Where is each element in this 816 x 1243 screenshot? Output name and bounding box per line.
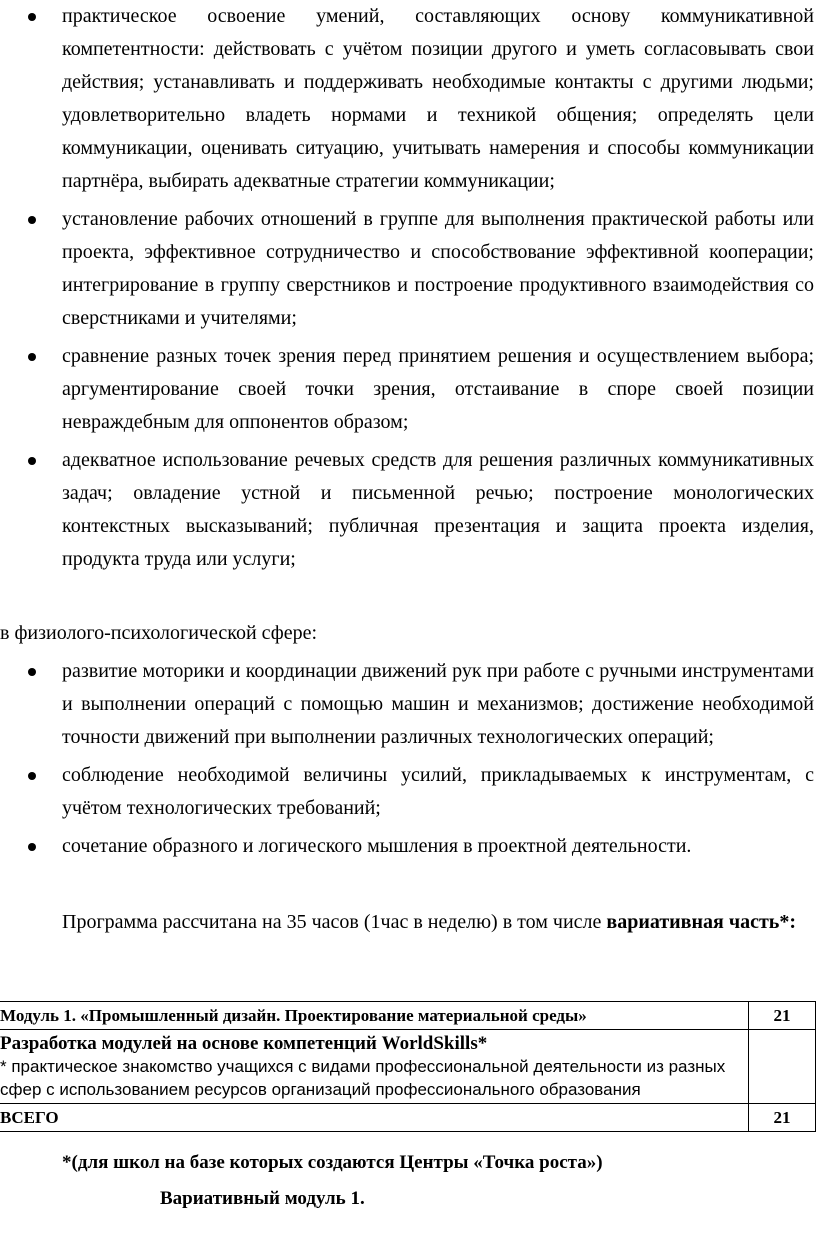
empty-hours-cell bbox=[749, 1030, 816, 1104]
list-item-text: развитие моторики и координации движений рук при работе с ручными инструментами и выполнении операций с помощью машин и механизмов; достижение необходимой точности движений при выполнении различных технологических операций; bbox=[62, 660, 814, 748]
list-item-text: сочетание образного и логического мышления в проектной деятельности. bbox=[62, 835, 692, 857]
table-row bbox=[0, 1002, 816, 1030]
total-label-cell: ВСЕГО bbox=[0, 1104, 749, 1132]
program-bold-text: вариативная часть*: bbox=[606, 911, 797, 933]
list-item bbox=[0, 655, 816, 754]
table-row bbox=[0, 1030, 816, 1104]
list-item bbox=[0, 759, 816, 825]
worldskills-title: Разработка модулей на основе компетенций WorldSkills* bbox=[0, 1033, 488, 1054]
bullet-list-physiological bbox=[0, 655, 816, 863]
worldskills-note: * практическое знакомство учащихся с видами профессиональной деятельности из разных сфер с использованием ресурсов организаций профессионального образования bbox=[0, 1057, 726, 1099]
bullet-icon bbox=[28, 13, 36, 21]
list-item-text: установление рабочих отношений в группе для выполнения практической работы или проекта, эффективное сотрудничество и способствование эффективной кооперации; интегрирование в группу сверстников и построение продуктивного взаимодействия со сверстниками и учителями; bbox=[62, 208, 814, 329]
bullet-list-communicative bbox=[0, 0, 816, 576]
list-item bbox=[0, 0, 816, 198]
list-item bbox=[0, 203, 816, 335]
table-row bbox=[0, 1104, 816, 1132]
bullet-icon bbox=[28, 353, 36, 361]
list-item-text: соблюдение необходимой величины усилий, прикладываемых к инструментам, с учётом технологических требований; bbox=[62, 764, 814, 819]
bullet-icon bbox=[28, 772, 36, 780]
footnote: *(для школ на базе которых создаются Центры «Точка роста») bbox=[62, 1152, 603, 1173]
list-item bbox=[0, 340, 816, 439]
list-item bbox=[0, 830, 816, 863]
sphere-heading: в физиолого-психологической сфере: bbox=[0, 622, 318, 644]
bullet-icon bbox=[28, 668, 36, 676]
total-hours-cell: 21 bbox=[749, 1104, 816, 1132]
modules-table bbox=[0, 1001, 816, 1132]
list-item-text: адекватное использование речевых средств для решения различных коммуникативных задач; овладение устной и письменной речью; построение монологических контекстных высказываний; публичная презентация и защита проекта изделия, продукта труда или услуги; bbox=[62, 449, 814, 570]
list-item-text: сравнение разных точек зрения перед принятием решения и осуществлением выбора; аргументирование своей точки зрения, отстаивание в споре своей позиции невраждебным для оппонентов образом; bbox=[62, 345, 814, 433]
worldskills-cell bbox=[0, 1030, 749, 1104]
program-text: Программа рассчитана на 35 часов (1час в неделю) в том числе bbox=[62, 911, 607, 933]
module-hours-cell: 21 bbox=[749, 1002, 816, 1030]
list-item-text: практическое освоение умений, составляющих основу коммуникативной компетентности: действовать с учётом позиции другого и уметь согласовывать свои действия; устанавливать и поддерживать необходимые контакты с другими людьми; удовлетворительно владеть нормами и техникой общения; определять цели коммуникации, оценивать ситуацию, учитывать намерения и способы коммуникации партнёра, выбирать адекватные стратегии коммуникации; bbox=[62, 5, 814, 192]
module-title-cell: Модуль 1. «Промышленный дизайн. Проектирование материальной среды» bbox=[0, 1002, 749, 1030]
bullet-icon bbox=[28, 216, 36, 224]
list-item bbox=[0, 444, 816, 576]
program-paragraph bbox=[62, 902, 814, 942]
variative-module-heading: Вариативный модуль 1. bbox=[160, 1188, 365, 1209]
bullet-icon bbox=[28, 843, 36, 851]
bullet-icon bbox=[28, 457, 36, 465]
